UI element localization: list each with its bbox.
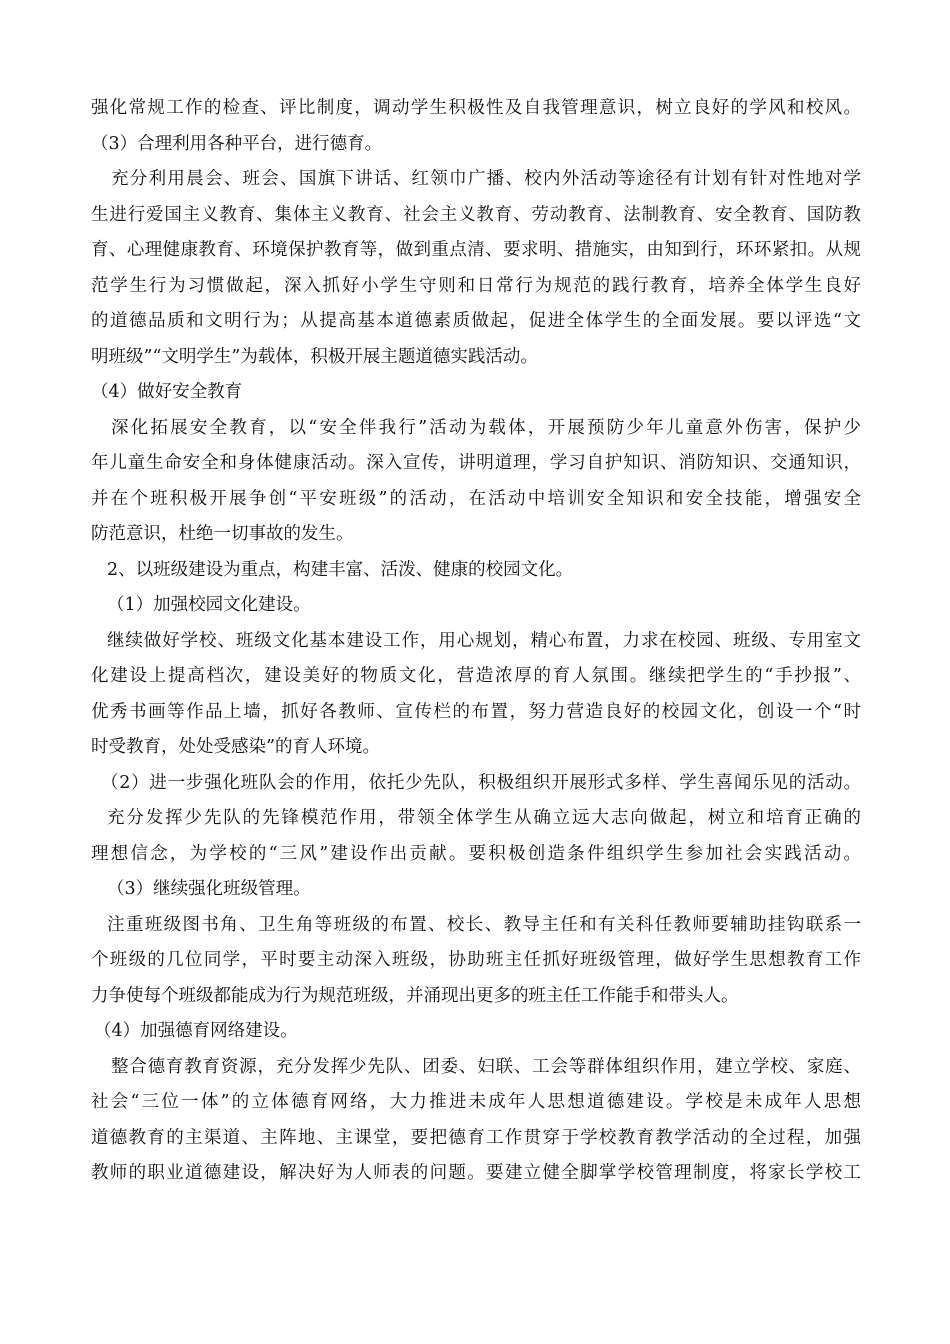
subsection-heading: （2）进一步强化班队会的作用，依托少先队，积极组织开展形式多样、学生喜闻乐见的活动。	[101, 772, 861, 793]
section-heading: 2、以班级建设为重点，构建丰富、活泼、健康的校园文化。	[107, 559, 574, 580]
text-line: 道德教育的主渠道、主阵地、主课堂，要把德育工作贯穿于学校教育教学活动的全过程，加强	[91, 1127, 861, 1148]
subsection-heading: （3）继续强化班级管理。	[107, 879, 311, 899]
text-line: 防范意识，杜绝一切事故的发生。	[91, 524, 354, 544]
text-line: 力争使每个班级都能成为行为规范班级，并涌现出更多的班主任工作能手和带头人。	[91, 985, 739, 1006]
text-line: 化建设上提高档次，建设美好的物质文化，营造浓厚的育人氛围。继续把学生的“手抄报”、	[91, 666, 861, 686]
text-line: 的道德品质和文明行为；从提高基本道德素质做起，促进全体学生的全面发展。要以评选“文	[91, 311, 861, 331]
text-line: 明班级”“文明学生”为载体，积极开展主题道德实践活动。	[91, 346, 538, 367]
text-line: 范学生行为习惯做起，深入抓好小学生守则和日常行为规范的践行教育，培养全体学生良好	[91, 275, 861, 296]
subsection-heading: （4）做好安全教育	[91, 382, 243, 402]
text-line: 社会“三位一体”的立体德育网络，大力推进未成年人思想道德建设。学校是未成年人思想	[91, 1092, 861, 1112]
text-line: 优秀书画等作品上墙，抓好各教师、宣传栏的布置，努力营造良好的校园文化，创设一个“时	[91, 701, 861, 722]
text-line: 年儿童生命安全和身体健康活动。深入宣传，讲明道理，学习自护知识、消防知识、交通知识，	[91, 453, 861, 473]
text-line: 个班级的几位同学，平时要主动深入班级，协助班主任抓好班级管理，做好学生思想教育工作	[91, 950, 861, 970]
text-line: 时受教育，处处受感染”的育人环境。	[91, 737, 380, 757]
subsection-heading: （3）合理利用各种平台，进行德育。	[91, 133, 383, 154]
text-line: 深化拓展安全教育，以“安全伴我行”活动为载体，开展预防少年儿童意外伤害，保护少	[111, 417, 861, 438]
subsection-heading: （1）加强校园文化建设。	[107, 595, 311, 615]
text-line: 注重班级图书角、卫生角等班级的布置、校长、教导主任和有关科任教师要辅助挂钩联系一	[107, 914, 861, 935]
text-line: 充分利用晨会、班会、国旗下讲话、红领巾广播、校内外活动等途径有计划有针对性地对学	[111, 169, 861, 189]
text-line: 并在个班积极开展争创“平安班级”的活动，在活动中培训安全知识和安全技能，增强安全	[91, 488, 861, 509]
subsection-heading: （4）加强德育网络建设。	[94, 1021, 298, 1041]
text-line: 育、心理健康教育、环境保护教育等，做到重点清、要求明、措施实，由知到行，环环紧扣。从规	[91, 240, 861, 260]
document-body	[91, 91, 861, 1192]
text-line: 教师的职业道德建设，解决好为人师表的问题。要建立健全脚掌学校管理制度，将家长学校工	[91, 1163, 861, 1183]
text-line: 生进行爱国主义教育、集体主义教育、社会主义教育、劳动教育、法制教育、安全教育、国防教	[91, 204, 861, 225]
text-line: 充分发挥少先队的先锋模范作用，带领全体学生从确立远大志向做起，树立和培育正确的	[107, 808, 861, 828]
text-line: 强化常规工作的检查、评比制度，调动学生积极性及自我管理意识，树立良好的学风和校风。	[91, 98, 861, 118]
text-line: 理想信念，为学校的“三风”建设作出贡献。要积极创造条件组织学生参加社会实践活动。	[91, 843, 861, 864]
text-line: 整合德育教育资源，充分发挥少先队、团委、妇联、工会等群体组织作用，建立学校、家庭、	[111, 1056, 861, 1077]
text-line: 继续做好学校、班级文化基本建设工作，用心规划，精心布置，力求在校园、班级、专用室文	[107, 630, 861, 651]
